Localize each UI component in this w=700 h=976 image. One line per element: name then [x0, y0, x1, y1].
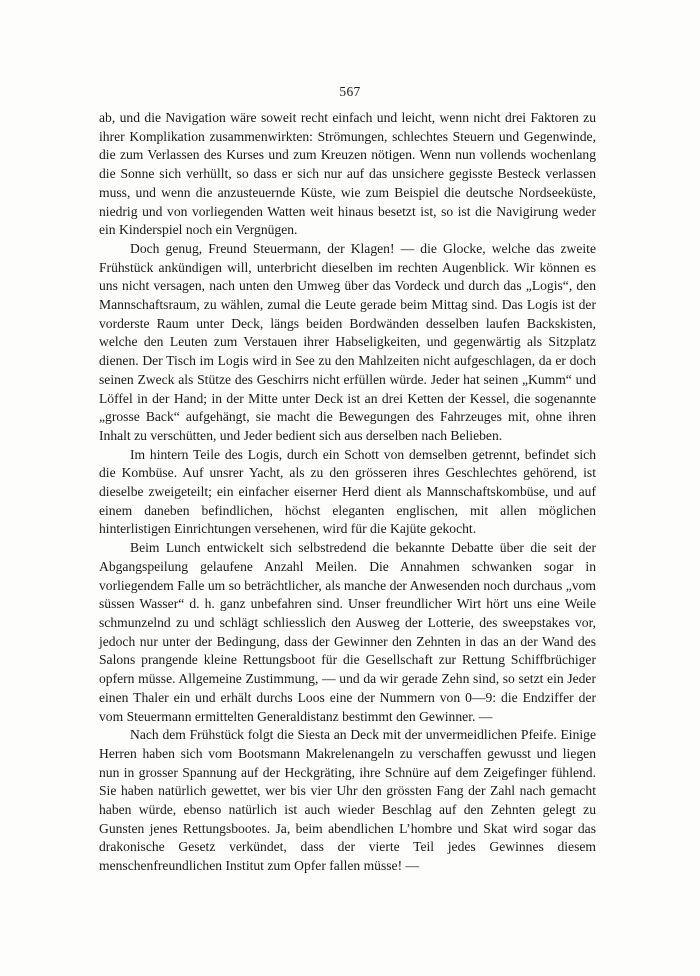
- paragraph-lunch-lotterie: Beim Lunch entwickelt sich selbstredend die bekannte Debatte über die seit der Abgangspeilung gelaufene Anzahl Meilen. Die Annahmen schwanken sogar in vorliegendem Falle um so beträchtlicher, als manche der Anwesenden noch durchaus „vom süssen Wasser“ d. h. ganz unbefahren sind. Unser freundlicher Wirt hört uns eine Weile schmunzelnd zu und schlägt schliesslich den Ausweg der Lotterie, des sweepstakes vor, jedoch nur unter der Bedingung, dass der Gewinner den Zehnten in das an der Wand des Salons prangende kleine Rettungsboot für die Gesellschaft zur Rettung Schiffbrüchiger opfern müsse. Allgemeine Zustimmung, — und da wir gerade Zehn sind, so setzt ein Jeder einen Thaler ein und erhält durchs Loos eine der Nummern von 0—9: die Endziffer der vom Steuermann ermittelten Generaldistanz bestimmt den Gewinner. —: [99, 540, 596, 724]
- paragraph-navigation: ab, und die Navigation wäre soweit recht einfach und leicht, wenn nicht drei Faktoren zu ihrer Komplikation zusammenwirkten: Strömungen, schlechtes Steuern und Gegenwinde, die zum Verlassen des Kurses und zum Kreuzen nötigen. Wenn nun vollends wochenlang die Sonne sich verhüllt, so dass er sich nur auf das unsichere gegisste Besteck verlassen muss, und wenn die anzusteuernde Küste, wie zum Beispiel die deutsche Nordseeküste, niedrig und von vorliegenden Watten weit hinaus besetzt ist, so ist die Navigirung weder ein Kinderspiel noch ein Vergnügen.: [99, 110, 596, 238]
- paragraph-siesta: Nach dem Frühstück folgt die Siesta an Deck mit der unvermeidlichen Pfeife. Einige Herren haben sich vom Bootsmann Makrelenangeln zu verschaffen gewusst und liegen nun in grosser Spannung auf der Heckgräting, ihre Schnüre auf dem Zeigefinger fühlend. Sie haben natürlich gewettet, wer bis vier Uhr den grössten Fang der Zahl nach gemacht haben würde, ebenso natürlich ist auch wieder Beschlag auf den Zehnten gelegt zu Gunsten jenes Rettungsbootes. Ja, beim abendlichen L’hombre und Skat wird sogar das drakonische Gesetz verkündet, dass der vierte Teil jedes Gewinnes diesem menschenfreundlichen Institut zum Opfer fallen müsse! —: [99, 727, 596, 874]
- body-text: [99, 109, 596, 876]
- page-number: 567: [339, 84, 361, 99]
- paragraph-kombuese: Im hintern Teile des Logis, durch ein Schott von demselben getrennt, befindet sich die Kombüse. Auf unsrer Yacht, als zu den grösseren ihres Geschlechtes gehörend, ist dieselbe zweigeteilt; ein einfacher eiserner Herd dient als Mannschaftskombüse, und auf einem daneben befindlichen, höchst eleganten englischen, mit allen möglichen hinterlistigen Einrichtungen versehenen, wird für die Kajüte gekocht.: [99, 446, 596, 537]
- paragraph-logis: Doch genug, Freund Steuermann, der Klagen! — die Glocke, welche das zweite Frühstück ankündigen will, unterbricht dieselben im rechten Augenblick. Wir können es uns nicht versagen, nach unten den Umweg über das Vordeck und durch das „Logis“, den Mannschaftsraum, zu wählen, zumal die Leute gerade beim Mittag sind. Das Logis ist der vorderste Raum unter Deck, längs beiden Bordwänden desselben laufen Backskisten, welche den Leuten zum Verstauen ihrer Habseligkeiten, und gegenwärtig als Sitzplatz dienen. Der Tisch im Logis wird in See zu den Mahlzeiten nicht aufgeschlagen, da er doch seinen Zweck als Stütze des Geschirrs nicht erfüllen würde. Jeder hat seinen „Kumm“ und Löffel in der Hand; in der Mitte unter Deck ist an drei Ketten der Kessel, die sogenannte „grosse Back“ aufgehängt, sie macht die Bewegungen des Fahrzeuges mit, ohne ihren Inhalt zu verschütten, und Jeder bedient sich aus derselben nach Belieben.: [99, 240, 596, 443]
